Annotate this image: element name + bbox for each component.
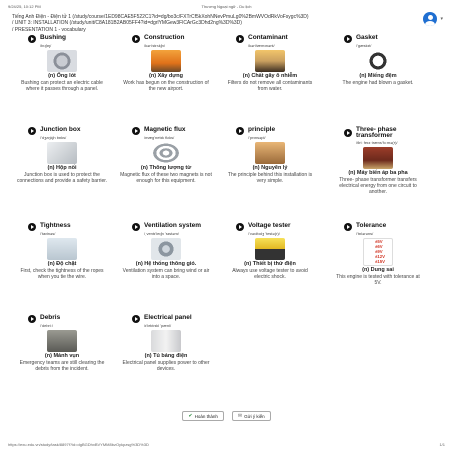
vocab-card <box>222 222 318 280</box>
transformer-image <box>363 147 393 169</box>
vocab-word: Construction <box>144 34 185 42</box>
avatar[interactable] <box>423 12 437 26</box>
play-audio-icon[interactable] <box>344 223 352 231</box>
vocab-card <box>330 34 426 86</box>
breadcrumb <box>12 14 387 33</box>
vocab-ipa: /'debriː/ <box>40 323 53 328</box>
gasket-image <box>363 50 393 72</box>
vocab-meaning: (n) Tủ bảng điện <box>144 353 188 359</box>
play-audio-icon[interactable] <box>236 127 244 135</box>
breadcrumb-unit-link[interactable]: / UNIT 3: INSTALLATION (/study/unit/C8A181B2AB05FF4?id=dgrlYMGew3FlCArGc3Dhd2ng%3D%3D) <box>12 20 242 27</box>
vocab-card <box>14 34 110 92</box>
contaminant-image <box>255 50 285 72</box>
vocab-word: principle <box>248 126 276 134</box>
tightness-image <box>47 238 77 260</box>
play-audio-icon[interactable] <box>236 35 244 43</box>
feedback-button[interactable] <box>232 411 271 421</box>
tolerance-value: ±12V <box>375 254 386 259</box>
vocab-card <box>14 314 110 372</box>
vocab-word: Voltage tester <box>248 222 291 230</box>
user-menu[interactable] <box>423 12 443 26</box>
play-audio-icon[interactable] <box>28 35 36 43</box>
vocab-ipa: /ˌventɪ'leɪʃn 'sɪstəm/ <box>144 231 179 236</box>
vocab-meaning: (n) Miếng đệm <box>359 73 397 79</box>
junction-box-image <box>47 142 77 164</box>
vocab-meaning: (n) Thông lượng từ <box>140 165 192 171</box>
vocab-meaning: (n) Máy biến áp ba pha <box>348 170 408 176</box>
vocab-card <box>118 222 214 280</box>
vocab-example: Filters do not remove all contaminants from water. <box>227 80 313 93</box>
action-bar <box>0 411 453 421</box>
vocab-card <box>118 34 214 92</box>
complete-button-label: Hoàn thành <box>194 413 218 419</box>
vocab-card <box>14 222 110 280</box>
vocab-word: Junction box <box>40 126 81 134</box>
vocab-word: Gasket <box>356 34 378 42</box>
vocab-example: Magnetic flux of these two magnets is not enough for this equipment. <box>120 172 212 185</box>
play-audio-icon[interactable] <box>344 129 352 137</box>
construction-image <box>151 50 181 72</box>
vocab-meaning: (n) Hệ thống thông gió. <box>135 261 197 267</box>
vocab-example: Electrical panel supplies power to other devices. <box>122 360 210 373</box>
debris-image <box>47 330 77 352</box>
vocab-word: Debris <box>40 314 61 322</box>
vocab-ipa: /kən'strʌkʃn/ <box>144 43 165 48</box>
feedback-button-label: Gửi ý kiến <box>244 413 265 419</box>
vocab-ipa: /'prɪnsəpl/ <box>248 135 266 140</box>
play-audio-icon[interactable] <box>132 35 140 43</box>
vocab-ipa: /bʊʃɪŋ/ <box>40 43 52 48</box>
vocab-word: Magnetic flux <box>144 126 186 134</box>
vocab-ipa: /'vəʊltɪdʒ 'testə(r)/ <box>248 231 280 236</box>
vocab-example: Work has begun on the construction of the new airport. <box>123 80 209 93</box>
bushing-image <box>47 50 77 72</box>
vocab-card <box>330 222 426 286</box>
vocab-example: Junction box is used to protect the connections and provide a safety barrier. <box>16 172 108 185</box>
vocab-word: Contaminant <box>248 34 288 42</box>
vocab-example: Ventilation system can bring wind or air into a space. <box>122 268 210 281</box>
vocab-ipa: /'tɒlərəns/ <box>356 231 374 236</box>
play-audio-icon[interactable] <box>28 315 36 323</box>
vocab-word: Electrical panel <box>144 314 192 322</box>
vocab-example: The engine had blown a gasket. <box>342 80 414 86</box>
vocab-meaning: (n) Dung sai <box>362 267 394 273</box>
tolerance-value: ±15V <box>375 259 386 264</box>
vocab-ipa: /'taɪtnəs/ <box>40 231 56 236</box>
tolerance-value: ±6V <box>375 244 383 249</box>
vocab-card <box>118 314 214 372</box>
vocab-word: Tolerance <box>356 222 387 230</box>
play-audio-icon[interactable] <box>344 35 352 43</box>
vocab-example: Always use voltage tester to avoid electric shock. <box>232 268 308 281</box>
vocab-meaning: (n) Độ chặt <box>47 261 77 267</box>
breadcrumb-course-link[interactable]: Tiếng Anh Điện - Điện tử 1 (/study/course/1ED98CAE5F522C1?id=dg/bo3c/FXTrCf5kXohNNevPmuLg0%2BmWVOdRkVoFsygc%3D) <box>12 14 309 20</box>
print-page-number: 1/1 <box>439 442 445 447</box>
play-audio-icon[interactable] <box>132 127 140 135</box>
tolerance-value: ±5V <box>375 239 383 244</box>
vocab-example: First, check the tightness of the ropes when you tie the wire. <box>20 268 104 281</box>
vocab-meaning: (n) Ống lót <box>48 73 76 79</box>
vocab-ipa: /kən'tæmɪnənt/ <box>248 43 275 48</box>
check-icon: ✔ <box>188 413 193 419</box>
print-datetime: 9/24/25, 10:12 PM <box>8 4 41 9</box>
voltage-tester-image <box>255 238 285 260</box>
print-header <box>8 4 445 12</box>
electrical-panel-image <box>151 330 181 352</box>
vocab-example: This engine is tested with tolerance at 5V. <box>336 274 420 287</box>
play-audio-icon[interactable] <box>28 223 36 231</box>
vocab-example: Emergency teams are still clearing the debris from the incident. <box>19 360 105 373</box>
vocab-ipa: /mæg'netɪk flʌks/ <box>144 135 175 140</box>
vocab-meaning: (n) Xây dựng <box>149 73 183 79</box>
complete-button[interactable] <box>182 411 223 421</box>
vocab-meaning: (n) Hộp nối <box>47 165 77 171</box>
principle-image <box>255 142 285 164</box>
print-title: Thương Ngoại ngữ - Du lịch <box>201 4 252 9</box>
tolerance-values <box>364 239 392 264</box>
vocab-card <box>222 126 318 184</box>
vocab-word: Bushing <box>40 34 66 42</box>
vocab-example: Bushing can protect an electric cable where it passes through a panel. <box>21 80 103 93</box>
vocab-example: Three- phase transformer transfers electrical energy from one circuit to another. <box>339 177 417 196</box>
vocab-word: Ventilation system <box>144 222 202 230</box>
vocab-card <box>222 34 318 92</box>
magnetic-flux-image <box>151 142 181 164</box>
vocab-meaning: (n) Mảnh vụn <box>44 353 80 359</box>
vocab-card <box>330 126 426 196</box>
ventilation-image <box>151 238 181 260</box>
vocab-ipa: /'gæskɪt/ <box>356 43 372 48</box>
play-audio-icon[interactable] <box>132 315 140 323</box>
chevron-down-icon[interactable]: ▾ <box>440 16 443 22</box>
play-audio-icon[interactable] <box>132 223 140 231</box>
vocab-card <box>14 126 110 184</box>
vocab-meaning: (n) Chất gây ô nhiễm <box>242 73 298 79</box>
vocab-meaning: (n) Nguyên lý <box>252 165 288 171</box>
tolerance-value: ±9V <box>375 249 383 254</box>
vocab-ipa: /θriː feɪz træns'fɔːmə(r)/ <box>356 140 398 145</box>
vocab-ipa: /'dʒʌŋkʃn bɒks/ <box>40 135 67 140</box>
vocab-word: Tightness <box>40 222 71 230</box>
vocab-card <box>118 126 214 184</box>
comment-icon: ✉ <box>237 413 243 419</box>
vocab-example: The principle behind this installation is very simple. <box>227 172 313 185</box>
play-audio-icon[interactable] <box>28 127 36 135</box>
print-url: https://exu.edu.vn/study/task/8897f?id=dgBGDhxBVYMM8bzOykpzsg%3D%3D <box>8 442 149 447</box>
vocab-word: Three- phase transformer <box>356 125 397 139</box>
vocab-ipa: /ɪ'lektrɪkl 'pænl/ <box>144 323 172 328</box>
print-footer <box>8 442 445 448</box>
breadcrumb-current: / PRESENTATION 1 - vocabulary <box>12 26 86 33</box>
play-audio-icon[interactable] <box>236 223 244 231</box>
vocab-meaning: (n) Thiết bị thử điện <box>244 261 296 267</box>
tolerance-image <box>363 238 393 266</box>
